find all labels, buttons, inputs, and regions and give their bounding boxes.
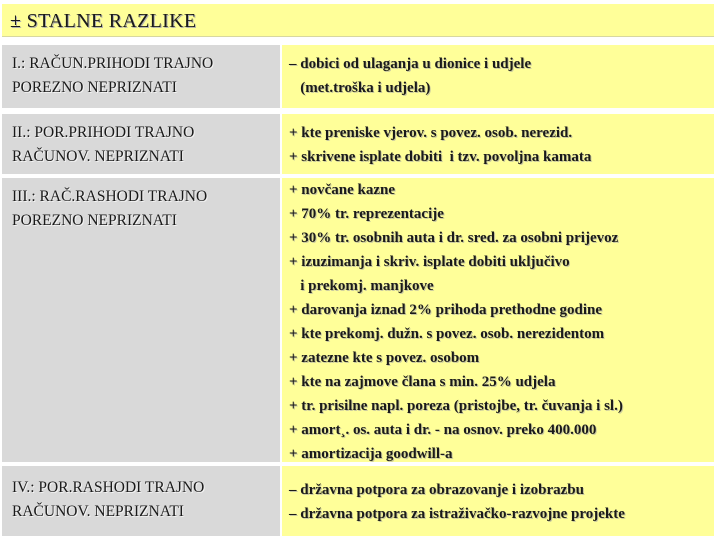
row-content	[282, 45, 714, 108]
content-line: + amortizacija goodwill-a	[289, 446, 453, 462]
content-line: – državna potpora za istraživačko-razvojne projekte	[289, 506, 625, 522]
slide-title: ± STALNE RAZLIKE	[10, 10, 197, 32]
content-line: + kte prekomj. dužn. s povez. osob. nerezidentom	[289, 326, 605, 342]
table-row	[2, 45, 716, 108]
row-label	[2, 178, 280, 462]
content-line: + darovanja iznad 2% prihoda prethodne godine	[289, 302, 603, 318]
content-line: + zatezne kte s povez. osobom	[289, 350, 480, 366]
row-label-line: RAČUNOV. NEPRIZNATI	[12, 148, 184, 165]
row-label-line: POREZNO NEPRIZNATI	[12, 79, 177, 96]
content-line: (met.troška i udjela)	[289, 80, 431, 96]
content-line: + tr. prisilne napl. poreza (pristojbe, tr. čuvanja i sl.)	[289, 398, 623, 414]
row-label-line: RAČUNOV. NEPRIZNATI	[12, 503, 184, 520]
table-row	[2, 178, 716, 462]
content-line: + 70% tr. reprezentacije	[289, 206, 444, 222]
content-line: + izuzimanja i skriv. isplate dobiti uključivo	[289, 254, 570, 270]
content-line: + novčane kazne	[289, 182, 396, 198]
content-line: i prekomj. manjkove	[289, 278, 434, 294]
content-line: – državna potpora za obrazovanje i izobrazbu	[289, 482, 584, 498]
content-line: – dobici od ulaganja u dionice i udjele	[289, 56, 532, 72]
row-label	[2, 45, 280, 108]
content-line: + skrivene isplate dobiti i tzv. povoljna kamata	[289, 149, 592, 165]
content-line: + kte preniske vjerov. s povez. osob. nerezid.	[289, 125, 573, 141]
row-label-line: II.: POR.PRIHODI TRAJNO	[12, 124, 195, 141]
content-line: + 30% tr. osobnih auta i dr. sred. za osobni prijevoz	[289, 230, 619, 246]
row-label-line: POREZNO NEPRIZNATI	[12, 212, 177, 229]
row-label-line: III.: RAČ.RASHODI TRAJNO	[12, 188, 208, 205]
row-content	[282, 178, 714, 462]
row-label	[2, 114, 280, 174]
table-row	[2, 114, 716, 174]
table-row	[2, 466, 716, 536]
content-line: + kte na zajmove člana s min. 25% udjela	[289, 374, 556, 390]
content-line: + amort¸. os. auta i dr. - na osnov. preko 400.000	[289, 422, 597, 438]
row-content	[282, 466, 714, 536]
row-label-line: IV.: POR.RASHODI TRAJNO	[12, 479, 205, 496]
row-label	[2, 466, 280, 536]
row-content	[282, 114, 714, 174]
row-label-line: I.: RAČUN.PRIHODI TRAJNO	[12, 55, 214, 72]
title-bar	[2, 4, 714, 37]
